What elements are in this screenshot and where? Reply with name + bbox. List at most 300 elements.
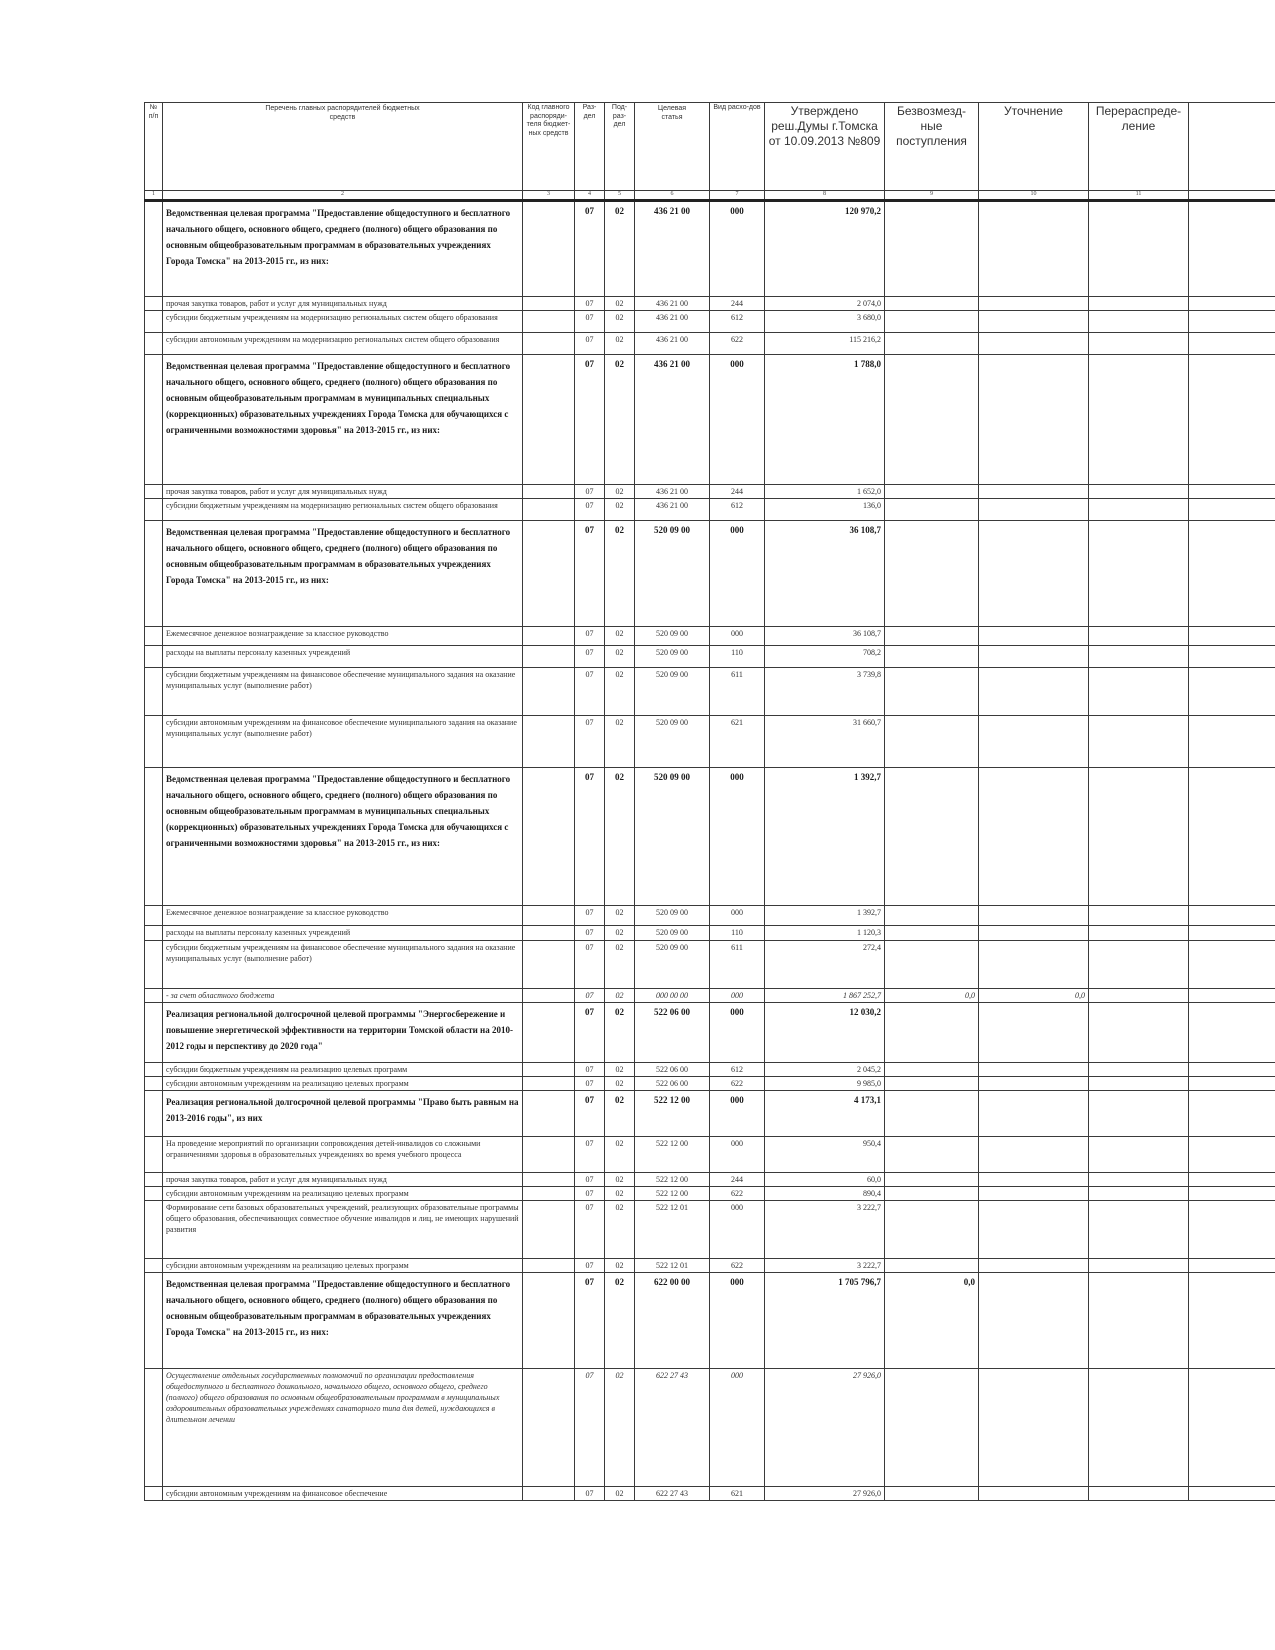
row-next-cell	[1189, 1259, 1275, 1273]
row-subsection-cell: 02	[605, 941, 635, 989]
row-approved-cell: 272,4	[765, 941, 885, 989]
row-gratuitous-cell	[885, 521, 979, 627]
row-next-cell	[1189, 1063, 1275, 1077]
row-num-cell	[145, 1201, 163, 1259]
row-name-cell: прочая закупка товаров, работ и услуг для муниципальных нужд	[163, 1173, 523, 1187]
row-name-cell: субсидии бюджетным учреждениям на модернизацию региональных систем общего образования	[163, 311, 523, 333]
row-gratuitous-cell	[885, 646, 979, 668]
row-approved-cell: 4 173,1	[765, 1091, 885, 1137]
row-code-cell	[523, 499, 575, 521]
row-expense-type-cell: 000	[710, 989, 765, 1003]
row-expense-type-cell: 612	[710, 311, 765, 333]
table-header-row	[145, 103, 1275, 191]
row-expense-type-cell: 000	[710, 1273, 765, 1369]
row-gratuitous-cell	[885, 1187, 979, 1201]
table-row	[145, 355, 1275, 485]
row-section-cell: 07	[575, 1063, 605, 1077]
row-num-cell	[145, 989, 163, 1003]
row-section-cell: 07	[575, 1137, 605, 1173]
column-number: 10	[979, 191, 1089, 201]
row-subsection-cell: 02	[605, 768, 635, 906]
row-expense-type-cell: 612	[710, 1063, 765, 1077]
row-approved-cell: 3 680,0	[765, 311, 885, 333]
row-code-cell	[523, 1201, 575, 1259]
row-gratuitous-cell	[885, 499, 979, 521]
row-section-cell: 07	[575, 1173, 605, 1187]
row-num-cell	[145, 941, 163, 989]
row-redistribution-cell	[1089, 1003, 1189, 1063]
row-code-cell	[523, 926, 575, 941]
row-clarification-cell	[979, 768, 1089, 906]
row-redistribution-cell	[1089, 627, 1189, 646]
row-expense-type-cell: 621	[710, 716, 765, 768]
row-section-cell: 07	[575, 1003, 605, 1063]
row-num-cell	[145, 1137, 163, 1173]
row-gratuitous-cell	[885, 1137, 979, 1173]
column-number: 1	[145, 191, 163, 201]
budget-table-page	[144, 102, 1275, 1650]
row-section-cell: 07	[575, 1187, 605, 1201]
header-target: Целевая статья	[635, 103, 710, 191]
header-expense-type: Вид расхо-дов	[710, 103, 765, 191]
row-name-cell: Реализация региональной долгосрочной целевой программы "Энергосбережение и повышение энергетической эффективности на территории Томской области на 2010-2012 годы и перспективу до 2020 года"	[163, 1003, 523, 1063]
row-expense-type-cell: 000	[710, 1091, 765, 1137]
row-clarification-cell	[979, 1091, 1089, 1137]
row-name-cell: субсидии бюджетным учреждениям на финансовое обеспечение муниципального задания на оказание муниципальных услуг (выполнение работ)	[163, 668, 523, 716]
row-next-cell	[1189, 1173, 1275, 1187]
row-gratuitous-cell	[885, 906, 979, 926]
row-section-cell: 07	[575, 333, 605, 355]
row-code-cell	[523, 1077, 575, 1091]
table-row	[145, 485, 1275, 499]
row-next-cell	[1189, 201, 1275, 297]
row-approved-cell: 3 739,8	[765, 668, 885, 716]
row-next-cell	[1189, 646, 1275, 668]
row-clarification-cell	[979, 926, 1089, 941]
row-subsection-cell: 02	[605, 906, 635, 926]
row-next-cell	[1189, 1091, 1275, 1137]
row-clarification-cell	[979, 1369, 1089, 1487]
row-clarification-cell	[979, 297, 1089, 311]
row-next-cell	[1189, 989, 1275, 1003]
row-num-cell	[145, 716, 163, 768]
row-section-cell: 07	[575, 311, 605, 333]
row-redistribution-cell	[1089, 499, 1189, 521]
row-expense-type-cell: 110	[710, 646, 765, 668]
row-section-cell: 07	[575, 1201, 605, 1259]
row-next-cell	[1189, 1201, 1275, 1259]
row-gratuitous-cell	[885, 333, 979, 355]
budget-table	[144, 102, 1275, 1501]
row-expense-type-cell: 244	[710, 1173, 765, 1187]
row-approved-cell: 950,4	[765, 1137, 885, 1173]
row-name-cell: На проведение мероприятий по организации сопровождения детей-инвалидов со сложными ограничениями здоровья в образовательных учреждениях во время учебного процесса	[163, 1137, 523, 1173]
row-section-cell: 07	[575, 297, 605, 311]
row-section-cell: 07	[575, 201, 605, 297]
row-gratuitous-cell	[885, 297, 979, 311]
row-name-cell: субсидии бюджетным учреждениям на модернизацию региональных систем общего образования	[163, 499, 523, 521]
row-code-cell	[523, 1091, 575, 1137]
row-redistribution-cell	[1089, 297, 1189, 311]
row-approved-cell: 136,0	[765, 499, 885, 521]
row-subsection-cell: 02	[605, 1077, 635, 1091]
row-redistribution-cell	[1089, 311, 1189, 333]
table-row	[145, 521, 1275, 627]
row-clarification-cell: 0,0	[979, 989, 1089, 1003]
row-num-cell	[145, 485, 163, 499]
column-number: 8	[765, 191, 885, 201]
row-approved-cell: 1 392,7	[765, 768, 885, 906]
row-subsection-cell: 02	[605, 1137, 635, 1173]
table-row	[145, 1003, 1275, 1063]
header-redistribution: Перераспреде-ление	[1089, 103, 1189, 191]
row-gratuitous-cell	[885, 355, 979, 485]
row-code-cell	[523, 521, 575, 627]
row-num-cell	[145, 668, 163, 716]
row-subsection-cell: 02	[605, 1003, 635, 1063]
row-name-cell: субсидии автономным учреждениям на реализацию целевых программ	[163, 1259, 523, 1273]
row-name-cell: субсидии автономным учреждениям на финансовое обеспечение муниципального задания на оказание муниципальных услуг (выполнение работ)	[163, 716, 523, 768]
row-code-cell	[523, 355, 575, 485]
column-number-row	[145, 191, 1275, 201]
row-section-cell: 07	[575, 1259, 605, 1273]
row-subsection-cell: 02	[605, 627, 635, 646]
row-clarification-cell	[979, 1173, 1089, 1187]
row-num-cell	[145, 355, 163, 485]
row-section-cell: 07	[575, 906, 605, 926]
column-number: 3	[523, 191, 575, 201]
table-row	[145, 989, 1275, 1003]
row-subsection-cell: 02	[605, 1187, 635, 1201]
row-target-cell: 622 27 43	[635, 1487, 710, 1501]
table-row	[145, 499, 1275, 521]
row-clarification-cell	[979, 521, 1089, 627]
row-subsection-cell: 02	[605, 355, 635, 485]
row-next-cell	[1189, 1273, 1275, 1369]
row-approved-cell: 12 030,2	[765, 1003, 885, 1063]
row-target-cell: 520 09 00	[635, 627, 710, 646]
row-subsection-cell: 02	[605, 668, 635, 716]
row-redistribution-cell	[1089, 1259, 1189, 1273]
row-redistribution-cell	[1089, 668, 1189, 716]
row-target-cell: 436 21 00	[635, 485, 710, 499]
row-approved-cell: 708,2	[765, 646, 885, 668]
row-expense-type-cell: 000	[710, 627, 765, 646]
row-approved-cell: 27 926,0	[765, 1487, 885, 1501]
row-expense-type-cell: 612	[710, 499, 765, 521]
row-name-cell: расходы на выплаты персоналу казенных учреждений	[163, 926, 523, 941]
row-clarification-cell	[979, 1077, 1089, 1091]
table-row	[145, 1173, 1275, 1187]
row-target-cell: 522 06 00	[635, 1063, 710, 1077]
row-name-cell: Ведомственная целевая программа "Предоставление общедоступного и бесплатного начального общего, основного общего, среднего (полного) общего образования по основным общеобразовательным программам в муниципальных специальных (коррекционных) образовательных учреждениях Города Томска для обучающихся с ограниченными возможностями здоровья" на 2013-2015 гг., из них:	[163, 355, 523, 485]
row-expense-type-cell: 000	[710, 768, 765, 906]
row-target-cell: 436 21 00	[635, 201, 710, 297]
row-num-cell	[145, 333, 163, 355]
row-gratuitous-cell: 0,0	[885, 989, 979, 1003]
row-name-cell: субсидии бюджетным учреждениям на реализацию целевых программ	[163, 1063, 523, 1077]
row-expense-type-cell: 000	[710, 201, 765, 297]
column-number: 11	[1089, 191, 1189, 201]
row-subsection-cell: 02	[605, 499, 635, 521]
row-target-cell: 520 09 00	[635, 646, 710, 668]
row-clarification-cell	[979, 1003, 1089, 1063]
row-clarification-cell	[979, 1137, 1089, 1173]
row-target-cell: 436 21 00	[635, 355, 710, 485]
row-gratuitous-cell	[885, 941, 979, 989]
row-num-cell	[145, 926, 163, 941]
row-expense-type-cell: 621	[710, 1487, 765, 1501]
header-next	[1189, 103, 1275, 191]
row-num-cell	[145, 297, 163, 311]
row-num-cell	[145, 201, 163, 297]
row-subsection-cell: 02	[605, 521, 635, 627]
row-name-cell: прочая закупка товаров, работ и услуг для муниципальных нужд	[163, 297, 523, 311]
row-expense-type-cell: 000	[710, 1003, 765, 1063]
table-row	[145, 768, 1275, 906]
row-code-cell	[523, 1003, 575, 1063]
row-next-cell	[1189, 311, 1275, 333]
row-approved-cell: 1 705 796,7	[765, 1273, 885, 1369]
row-name-cell: Реализация региональной долгосрочной целевой программы "Право быть равным на 2013-2016 годы", из них	[163, 1091, 523, 1137]
table-row	[145, 201, 1275, 297]
row-gratuitous-cell	[885, 627, 979, 646]
row-redistribution-cell	[1089, 201, 1189, 297]
row-target-cell: 436 21 00	[635, 311, 710, 333]
table-row	[145, 1063, 1275, 1077]
row-clarification-cell	[979, 716, 1089, 768]
row-gratuitous-cell	[885, 1369, 979, 1487]
row-approved-cell: 1 788,0	[765, 355, 885, 485]
row-next-cell	[1189, 627, 1275, 646]
row-subsection-cell: 02	[605, 1273, 635, 1369]
row-gratuitous-cell	[885, 1173, 979, 1187]
table-row	[145, 1487, 1275, 1501]
row-clarification-cell	[979, 485, 1089, 499]
row-num-cell	[145, 1369, 163, 1487]
row-subsection-cell: 02	[605, 646, 635, 668]
row-code-cell	[523, 201, 575, 297]
row-name-cell: субсидии автономным учреждениям на реализацию целевых программ	[163, 1077, 523, 1091]
row-next-cell	[1189, 1187, 1275, 1201]
row-gratuitous-cell	[885, 201, 979, 297]
row-code-cell	[523, 668, 575, 716]
row-clarification-cell	[979, 627, 1089, 646]
row-redistribution-cell	[1089, 1063, 1189, 1077]
row-num-cell	[145, 646, 163, 668]
row-target-cell: 522 12 01	[635, 1201, 710, 1259]
row-gratuitous-cell	[885, 1259, 979, 1273]
row-target-cell: 522 12 00	[635, 1173, 710, 1187]
row-redistribution-cell	[1089, 1173, 1189, 1187]
row-redistribution-cell	[1089, 1201, 1189, 1259]
table-body	[145, 201, 1275, 1501]
row-subsection-cell: 02	[605, 201, 635, 297]
row-name-cell: Осуществление отдельных государственных полномочий по организации предоставления общедоступного и бесплатного дошкольного, начального общего, основного общего, среднего (полного) общего образования по основным общеобразовательным программам в муниципальных оздоровительных образовательных учреждениях санаторного типа для детей, нуждающихся в длительном лечении	[163, 1369, 523, 1487]
row-name-cell: Ведомственная целевая программа "Предоставление общедоступного и бесплатного начального общего, основного общего, среднего (полного) общего образования по основным общеобразовательным программам в образовательных учреждениях Города Томска" на 2013-2015 гг., из них:	[163, 1273, 523, 1369]
row-section-cell: 07	[575, 627, 605, 646]
row-approved-cell: 2 045,2	[765, 1063, 885, 1077]
row-next-cell	[1189, 333, 1275, 355]
row-name-cell: прочая закупка товаров, работ и услуг для муниципальных нужд	[163, 485, 523, 499]
row-redistribution-cell	[1089, 768, 1189, 906]
row-code-cell	[523, 646, 575, 668]
row-section-cell: 07	[575, 1273, 605, 1369]
row-approved-cell: 31 660,7	[765, 716, 885, 768]
table-row	[145, 1273, 1275, 1369]
row-section-cell: 07	[575, 355, 605, 485]
row-redistribution-cell	[1089, 1273, 1189, 1369]
row-section-cell: 07	[575, 926, 605, 941]
row-approved-cell: 3 222,7	[765, 1201, 885, 1259]
row-section-cell: 07	[575, 485, 605, 499]
row-code-cell	[523, 768, 575, 906]
row-clarification-cell	[979, 668, 1089, 716]
row-next-cell	[1189, 297, 1275, 311]
header-gratuitous: Безвозмезд-ные поступления	[885, 103, 979, 191]
row-gratuitous-cell	[885, 1201, 979, 1259]
row-section-cell: 07	[575, 1487, 605, 1501]
column-number: 5	[605, 191, 635, 201]
row-redistribution-cell	[1089, 521, 1189, 627]
row-clarification-cell	[979, 355, 1089, 485]
row-redistribution-cell	[1089, 355, 1189, 485]
row-section-cell: 07	[575, 499, 605, 521]
row-code-cell	[523, 1063, 575, 1077]
column-number	[1189, 191, 1275, 201]
row-target-cell: 522 12 00	[635, 1187, 710, 1201]
row-next-cell	[1189, 768, 1275, 906]
row-name-cell: Формирование сети базовых образовательных учреждений, реализующих образовательные программы общего образования, обеспечивающих совместное обучение инвалидов и лиц, не имеющих нарушений развития	[163, 1201, 523, 1259]
row-expense-type-cell: 611	[710, 668, 765, 716]
row-clarification-cell	[979, 333, 1089, 355]
row-subsection-cell: 02	[605, 1369, 635, 1487]
column-number: 2	[163, 191, 523, 201]
column-number: 6	[635, 191, 710, 201]
table-row	[145, 906, 1275, 926]
row-code-cell	[523, 627, 575, 646]
row-redistribution-cell	[1089, 926, 1189, 941]
row-code-cell	[523, 311, 575, 333]
row-target-cell: 436 21 00	[635, 297, 710, 311]
row-next-cell	[1189, 355, 1275, 485]
row-code-cell	[523, 485, 575, 499]
row-next-cell	[1189, 906, 1275, 926]
row-target-cell: 522 12 01	[635, 1259, 710, 1273]
row-next-cell	[1189, 1077, 1275, 1091]
row-redistribution-cell	[1089, 1077, 1189, 1091]
table-row	[145, 941, 1275, 989]
row-num-cell	[145, 311, 163, 333]
row-approved-cell: 120 970,2	[765, 201, 885, 297]
row-redistribution-cell	[1089, 646, 1189, 668]
row-num-cell	[145, 1091, 163, 1137]
row-subsection-cell: 02	[605, 1173, 635, 1187]
row-next-cell	[1189, 1003, 1275, 1063]
row-expense-type-cell: 000	[710, 906, 765, 926]
row-target-cell: 520 09 00	[635, 768, 710, 906]
row-subsection-cell: 02	[605, 1201, 635, 1259]
row-redistribution-cell	[1089, 906, 1189, 926]
row-num-cell	[145, 1273, 163, 1369]
row-target-cell: 436 21 00	[635, 333, 710, 355]
row-subsection-cell: 02	[605, 1063, 635, 1077]
row-name-cell: Ведомственная целевая программа "Предоставление общедоступного и бесплатного начального общего, основного общего, среднего (полного) общего образования по основным общеобразовательным программам в образовательных учреждениях Города Томска" на 2013-2015 гг., из них:	[163, 521, 523, 627]
row-num-cell	[145, 1077, 163, 1091]
row-target-cell: 522 06 00	[635, 1003, 710, 1063]
row-code-cell	[523, 906, 575, 926]
row-code-cell	[523, 941, 575, 989]
row-target-cell: 520 09 00	[635, 906, 710, 926]
row-approved-cell: 1 392,7	[765, 906, 885, 926]
row-subsection-cell: 02	[605, 297, 635, 311]
header-name: Перечень главных распорядителей бюджетных средств	[163, 103, 523, 191]
row-target-cell: 520 09 00	[635, 941, 710, 989]
row-target-cell: 522 12 00	[635, 1091, 710, 1137]
row-redistribution-cell	[1089, 1369, 1189, 1487]
row-subsection-cell: 02	[605, 333, 635, 355]
row-name-cell: Ведомственная целевая программа "Предоставление общедоступного и бесплатного начального общего, основного общего, среднего (полного) общего образования по основным общеобразовательным программам в муниципальных специальных (коррекционных) образовательных учреждениях Города Томска для обучающихся с ограниченными возможностями здоровья" на 2013-2015 гг., из них:	[163, 768, 523, 906]
row-clarification-cell	[979, 941, 1089, 989]
row-name-cell: - за счет областного бюджета	[163, 989, 523, 1003]
table-row	[145, 1187, 1275, 1201]
row-code-cell	[523, 1273, 575, 1369]
row-next-cell	[1189, 1487, 1275, 1501]
row-num-cell	[145, 1259, 163, 1273]
row-clarification-cell	[979, 646, 1089, 668]
row-approved-cell: 27 926,0	[765, 1369, 885, 1487]
row-expense-type-cell: 110	[710, 926, 765, 941]
row-section-cell: 07	[575, 1077, 605, 1091]
row-approved-cell: 60,0	[765, 1173, 885, 1187]
row-num-cell	[145, 521, 163, 627]
row-expense-type-cell: 622	[710, 1259, 765, 1273]
row-expense-type-cell: 244	[710, 297, 765, 311]
row-expense-type-cell: 611	[710, 941, 765, 989]
row-approved-cell: 115 216,2	[765, 333, 885, 355]
row-name-cell: субсидии автономным учреждениям на модернизацию региональных систем общего образования	[163, 333, 523, 355]
row-target-cell: 622 00 00	[635, 1273, 710, 1369]
row-redistribution-cell	[1089, 1091, 1189, 1137]
row-section-cell: 07	[575, 668, 605, 716]
row-redistribution-cell	[1089, 1137, 1189, 1173]
row-gratuitous-cell	[885, 485, 979, 499]
row-num-cell	[145, 1063, 163, 1077]
row-gratuitous-cell	[885, 768, 979, 906]
row-num-cell	[145, 1487, 163, 1501]
row-target-cell: 522 06 00	[635, 1077, 710, 1091]
row-code-cell	[523, 333, 575, 355]
row-section-cell: 07	[575, 768, 605, 906]
row-expense-type-cell: 000	[710, 521, 765, 627]
row-num-cell	[145, 1173, 163, 1187]
row-redistribution-cell	[1089, 989, 1189, 1003]
row-num-cell	[145, 1003, 163, 1063]
row-subsection-cell: 02	[605, 1259, 635, 1273]
table-row	[145, 1259, 1275, 1273]
header-subsection: Под-раз-дел	[605, 103, 635, 191]
row-approved-cell: 1 867 252,7	[765, 989, 885, 1003]
table-row	[145, 311, 1275, 333]
row-gratuitous-cell	[885, 926, 979, 941]
table-row	[145, 716, 1275, 768]
row-target-cell: 520 09 00	[635, 521, 710, 627]
header-clarification: Уточнение	[979, 103, 1089, 191]
row-approved-cell: 2 074,0	[765, 297, 885, 311]
row-subsection-cell: 02	[605, 716, 635, 768]
row-section-cell: 07	[575, 1369, 605, 1487]
row-approved-cell: 1 652,0	[765, 485, 885, 499]
